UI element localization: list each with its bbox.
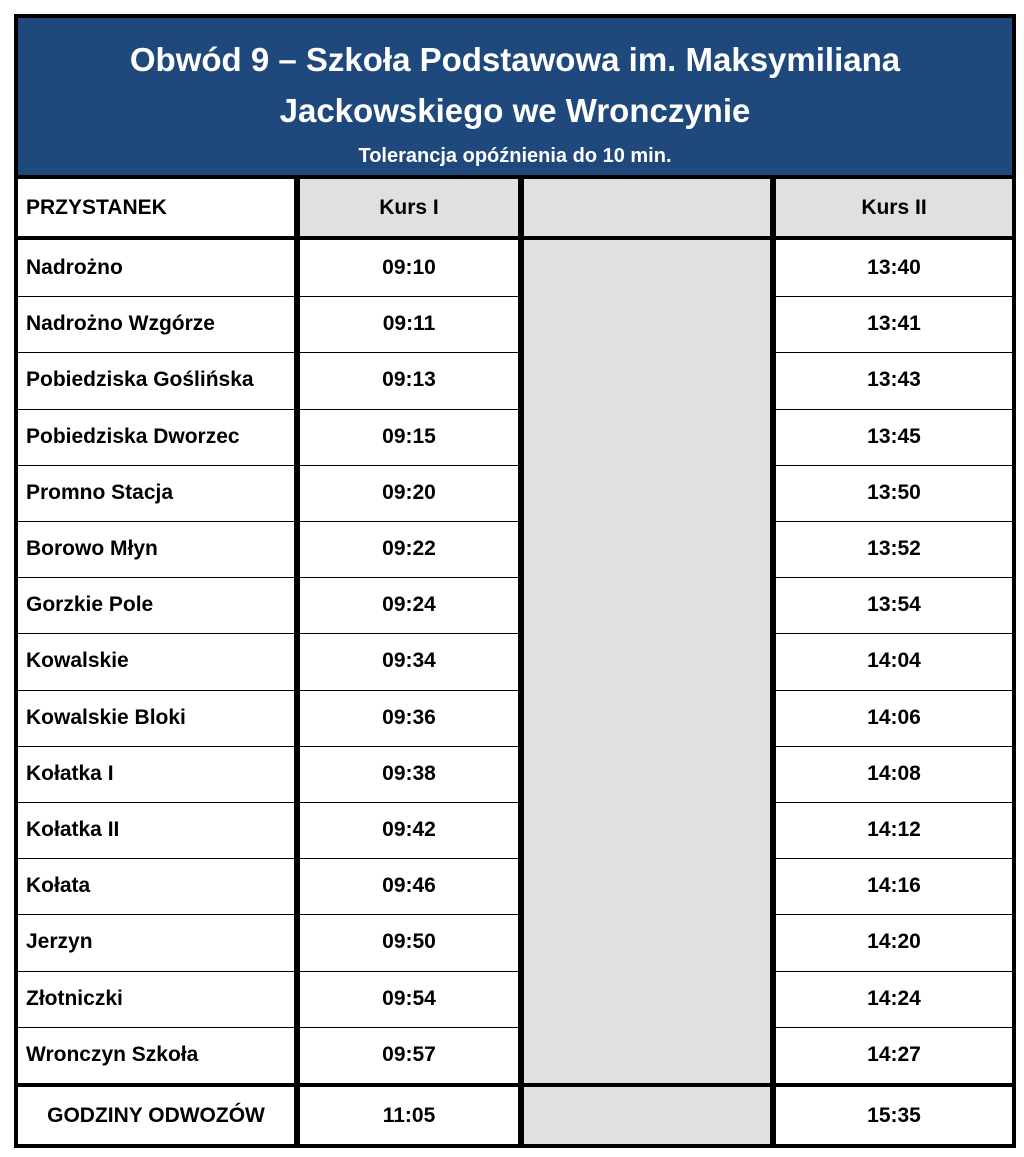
stop-name: Nadrożno Wzgórze (26, 312, 215, 336)
kurs1-time: 09:22 (382, 537, 436, 561)
kurs2-time: 14:20 (867, 930, 921, 954)
column-header-kurs2: Kurs II (861, 195, 927, 219)
page-title: Obwód 9 – Szkoła Podstawowa im. Maksymiliana Jackowskiego we Wronczynie (129, 41, 901, 129)
kurs1-time: 09:38 (382, 761, 436, 785)
timetable (14, 14, 1016, 1148)
footer-label: GODZINY ODWOZÓW (47, 1103, 265, 1127)
stop-name: Jerzyn (26, 930, 93, 954)
kurs1-time: 09:20 (382, 480, 436, 504)
kurs1-time: 09:13 (382, 368, 436, 392)
kurs1-time: 09:50 (382, 930, 436, 954)
column-header-kurs1: Kurs I (379, 195, 439, 219)
stop-name: Kowalskie Bloki (26, 705, 186, 729)
kurs2-time: 13:43 (867, 368, 921, 392)
page-subtitle: Tolerancja opóźnienia do 10 min. (358, 145, 672, 167)
stop-name: Nadrożno (26, 256, 123, 280)
column-divider (518, 179, 524, 1144)
gap-column (524, 179, 770, 1144)
stop-name: Kowalskie (26, 649, 129, 673)
kurs2-time: 13:54 (867, 593, 921, 617)
stop-name: Promno Stacja (26, 480, 174, 504)
kurs2-time: 14:06 (867, 705, 921, 729)
stop-name: Borowo Młyn (26, 537, 158, 561)
kurs1-time: 09:24 (382, 593, 436, 617)
stop-name: Gorzkie Pole (26, 593, 154, 617)
kurs1-time: 09:36 (382, 705, 436, 729)
footer-kurs1: 11:05 (382, 1103, 436, 1127)
kurs1-time: 09:34 (382, 649, 436, 673)
stop-name: Kołatka I (26, 761, 114, 785)
kurs2-time: 14:12 (867, 818, 921, 842)
stop-name: Pobiedziska Goślińska (26, 368, 254, 392)
kurs2-time: 13:45 (867, 424, 921, 448)
stop-name: Pobiedziska Dworzec (26, 424, 240, 448)
kurs2-time: 13:40 (867, 256, 921, 280)
kurs2-time: 14:27 (867, 1042, 921, 1066)
kurs2-time: 13:41 (867, 312, 921, 336)
kurs2-time: 14:08 (867, 761, 921, 785)
kurs2-time: 14:16 (867, 874, 921, 898)
timetable-header (18, 18, 1012, 175)
stop-name: Kołata (26, 874, 91, 898)
kurs1-time: 09:15 (382, 424, 436, 448)
footer-kurs2: 15:35 (867, 1103, 921, 1127)
stop-name: Wronczyn Szkoła (26, 1042, 199, 1066)
kurs2-time: 14:04 (867, 649, 921, 673)
kurs1-time: 09:42 (382, 818, 436, 842)
kurs1-time: 09:54 (382, 986, 436, 1010)
kurs1-time: 09:57 (382, 1042, 436, 1066)
kurs2-time: 13:50 (867, 480, 921, 504)
kurs1-time: 09:11 (382, 312, 436, 336)
stop-name: Kołatka II (26, 818, 120, 842)
stop-name: Złotniczki (26, 986, 123, 1010)
kurs1-time: 09:10 (382, 256, 436, 280)
kurs2-time: 13:52 (867, 537, 921, 561)
kurs2-time: 14:24 (867, 986, 921, 1010)
column-header-stop: PRZYSTANEK (26, 195, 167, 219)
kurs1-time: 09:46 (382, 874, 436, 898)
